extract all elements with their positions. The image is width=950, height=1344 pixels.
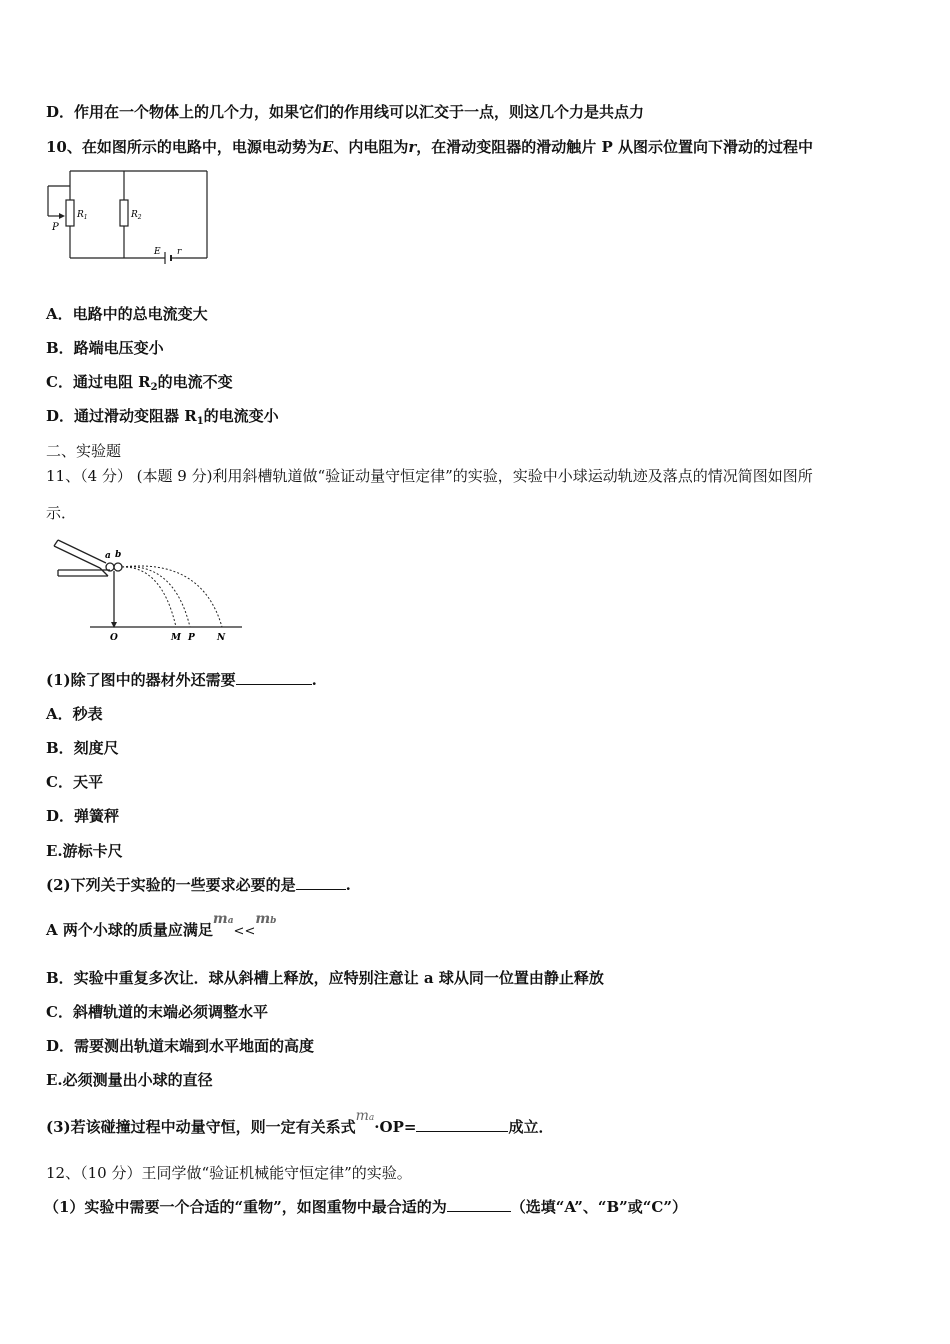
q10-label-p: P <box>52 222 59 233</box>
q11-p1-option-a-text: A．秒表 <box>46 705 103 723</box>
q11-part1-end: . <box>311 671 317 689</box>
q10-option-d-sub: 1 <box>196 416 204 427</box>
q11-p1-option-b <box>46 738 119 758</box>
q11-p2-option-e-text: E.必须测量出小球的直径 <box>46 1071 213 1089</box>
q12-part1-end: （选填“A”、“B”或“C”） <box>510 1198 687 1216</box>
q11-p2-option-b-text: B．实验中重复多次让．球从斜槽上释放，应特别注意让 a 球从同一位置由静止释放 <box>46 969 604 987</box>
q12-part1-blank[interactable] <box>447 1197 511 1212</box>
q10-stem-prefix: 10、在如图所示的电路中，电源电动势为 <box>46 138 322 156</box>
q11-stem-line1 <box>46 466 813 486</box>
q10-label-r1: $R_1$ <box>77 210 88 221</box>
q12-part1 <box>44 1197 687 1217</box>
q10-label-e: E <box>154 247 161 257</box>
q11-p1-option-c-text: C．天平 <box>46 773 103 791</box>
q11-part1 <box>46 670 317 690</box>
q11-part3-end: 成立． <box>508 1118 554 1136</box>
q11-stem-line2 <box>46 503 76 523</box>
section-2-title-text: 二、实验题 <box>46 442 122 460</box>
q11-p2-relation: << <box>233 924 256 939</box>
q11-apparatus-diagram <box>52 538 247 646</box>
q10-option-c-post: 的电流不变 <box>157 373 233 391</box>
q11-part2-blank[interactable] <box>296 875 346 890</box>
q11-part1-text: (1)除了图中的器材外还需要 <box>46 671 236 689</box>
q10-option-c <box>46 372 233 398</box>
q10-option-c-pre: C．通过电阻 R <box>46 373 151 391</box>
q11-label-m: M <box>171 633 181 643</box>
q10-option-b <box>46 338 164 358</box>
q10-option-a <box>46 304 208 324</box>
q11-part3 <box>46 1108 554 1140</box>
q11-part2 <box>46 875 351 895</box>
q11-label-p: P <box>188 633 195 643</box>
q11-part3-text: (3)若该碰撞过程中动量守恒，则一定有关系式 <box>46 1118 356 1136</box>
q10-stem-suffix: ，在滑动变阻器的滑动触片 P 从图示位置向下滑动的过程中 <box>416 138 813 156</box>
q11-p1-option-c <box>46 772 103 792</box>
q10-option-c-sub: 2 <box>150 382 158 393</box>
q11-p2-mass-a: ma <box>212 911 234 927</box>
q10-option-d <box>46 406 279 432</box>
q11-p2-option-c <box>46 1002 268 1022</box>
q10-stem <box>46 137 813 157</box>
q11-stem-line1-text: 11、（4 分） (本题 9 分)利用斜槽轨道做“验证动量守恒定律”的实验，实验中小球运动轨迹及落点的情况简图如图所 <box>46 467 813 485</box>
q10-option-a-text: A．电路中的总电流变大 <box>46 305 208 323</box>
q10-emf-symbol: E <box>321 138 334 156</box>
section-2-title <box>46 441 121 461</box>
q11-p2-mass-b: mb <box>255 911 277 927</box>
q10-option-b-text: B．路端电压变小 <box>46 339 164 357</box>
q11-p1-option-a <box>46 704 103 724</box>
q11-label-b: b <box>115 550 122 560</box>
q11-part2-text: (2)下列关于实验的一些要求必要的是 <box>46 876 296 894</box>
q10-resistance-symbol: r <box>408 138 417 156</box>
q11-p1-option-b-text: B．刻度尺 <box>46 739 119 757</box>
q12-stem-text: 12、（10 分）王同学做“验证机械能守恒定律”的实验。 <box>46 1164 412 1182</box>
q11-p1-option-d <box>46 806 119 826</box>
q12-stem <box>46 1163 412 1183</box>
q9-option-d <box>46 102 644 122</box>
q10-label-r: r <box>177 247 182 257</box>
q9-option-d-text: D．作用在一个物体上的几个力，如果它们的作用线可以汇交于一点，则这几个力是共点力 <box>46 103 645 121</box>
q11-part2-end: . <box>345 876 351 894</box>
q11-p2-option-a <box>46 911 277 943</box>
q11-p1-option-d-text: D．弹簧秤 <box>46 807 120 825</box>
q10-stem-sep: 、内电阻为 <box>333 138 409 156</box>
q11-part3-mid: ·OP= <box>374 1118 417 1136</box>
q11-p1-option-e-text: E.游标卡尺 <box>46 842 123 860</box>
q11-p2-option-b <box>46 968 604 988</box>
q11-p3-mass: ma <box>355 1108 375 1124</box>
q10-label-r2: $R_2$ <box>131 210 142 221</box>
q11-p2-option-a-text: A 两个小球的质量应满足 <box>46 921 213 939</box>
q11-p2-option-c-text: C．斜槽轨道的末端必须调整水平 <box>46 1003 268 1021</box>
q11-p2-option-e <box>46 1070 213 1090</box>
q11-label-o: O <box>110 633 118 643</box>
q10-option-d-pre: D．通过滑动变阻器 R <box>46 407 197 425</box>
q11-p2-option-d-text: D．需要测出轨道末端到水平地面的高度 <box>46 1037 315 1055</box>
q11-part1-blank[interactable] <box>236 670 312 685</box>
q11-label-a: a <box>105 551 111 561</box>
q11-p2-option-d <box>46 1036 314 1056</box>
q11-p1-option-e <box>46 841 123 861</box>
q10-circuit-diagram <box>44 166 216 264</box>
q11-part3-blank[interactable] <box>416 1117 508 1132</box>
q10-option-d-post: 的电流变小 <box>203 407 279 425</box>
q11-label-n: N <box>217 633 226 643</box>
q11-stem-line2-text: 示． <box>46 504 77 522</box>
q12-part1-text: （1）实验中需要一个合适的“重物”，如图重物中最合适的为 <box>44 1198 447 1216</box>
